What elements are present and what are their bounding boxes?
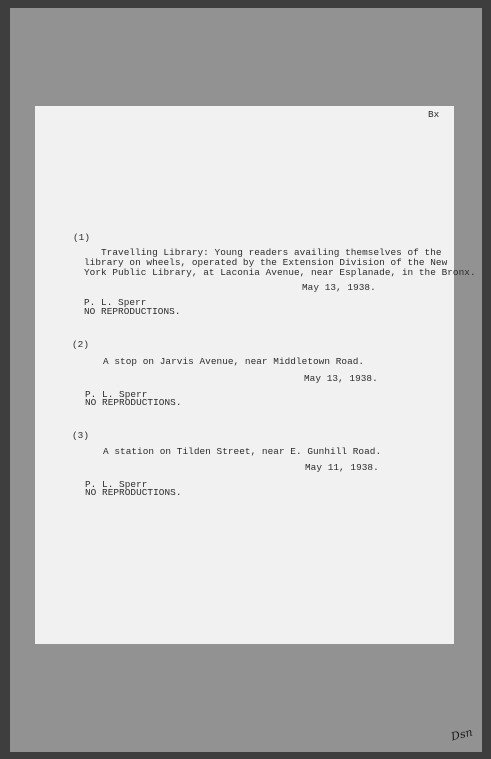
entry-2-date: May 13, 1938.: [304, 373, 378, 384]
entry-1-rights: NO REPRODUCTIONS.: [84, 306, 181, 317]
entry-2-rights: NO REPRODUCTIONS.: [85, 397, 182, 408]
entry-1-number: (1): [73, 232, 91, 243]
entry-3-rights: NO REPRODUCTIONS.: [85, 487, 182, 498]
entry-2-caption-line-1: A stop on Jarvis Avenue, near Middletown Road.: [103, 356, 365, 367]
typed-sheet: [35, 106, 476, 644]
entry-3-date: May 11, 1938.: [305, 462, 379, 473]
entry-3-caption-line-1: A station on Tilden Street, near E. Gunhill Road.: [103, 446, 382, 457]
handwritten-note: Dsn: [449, 725, 474, 744]
entry-1-photographer: P. L. Sperr: [84, 297, 147, 308]
entry-2-photographer: P. L. Sperr: [85, 389, 148, 400]
entry-1-caption-line-2: library on wheels, operated by the Extension Division of the New: [84, 257, 448, 268]
entry-2-number: (2): [72, 339, 90, 350]
entry-1-date: May 13, 1938.: [302, 282, 376, 293]
entry-1-caption-line-1: Travelling Library: Young readers availing themselves of the: [101, 247, 442, 258]
entry-3-number: (3): [72, 430, 90, 441]
entry-3-photographer: P. L. Sperr: [85, 479, 148, 490]
entry-1-caption-line-3: York Public Library, at Laconia Avenue, near Esplanade, in the Bronx.: [84, 267, 476, 278]
corner-code: Bx: [428, 109, 440, 120]
